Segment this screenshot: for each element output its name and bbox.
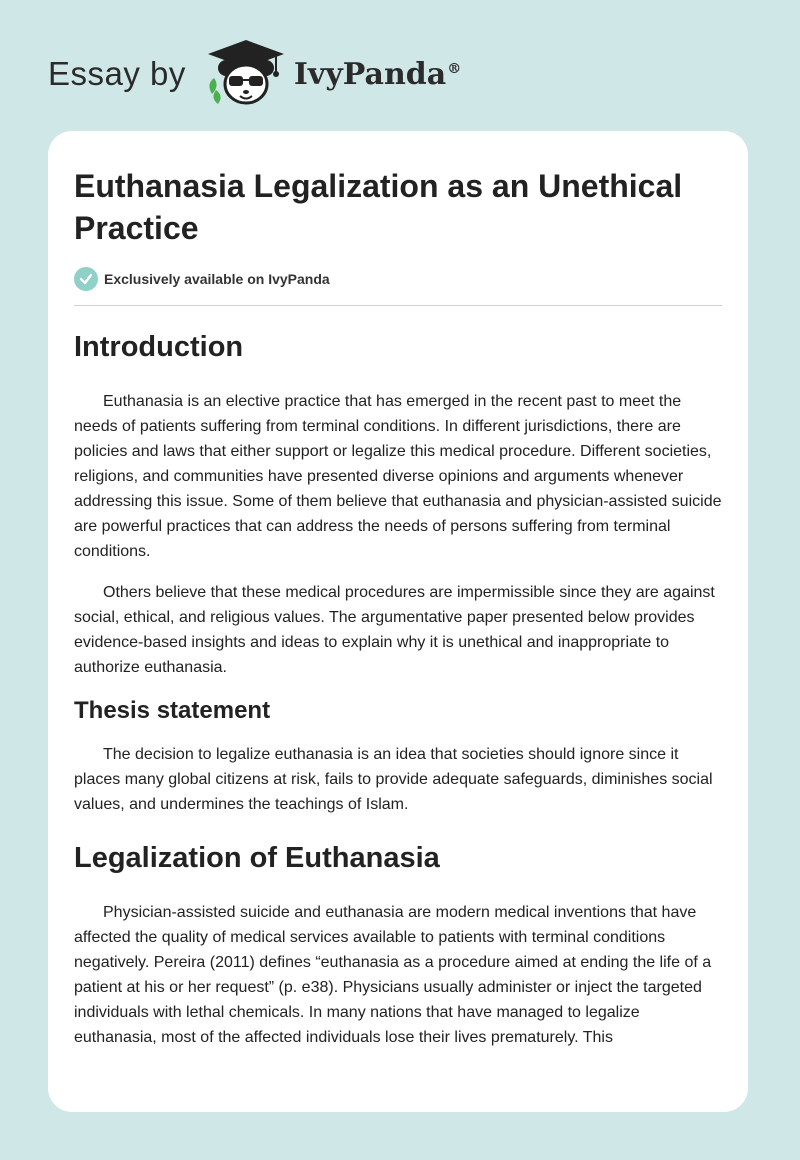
check-circle-icon xyxy=(74,267,98,291)
paragraph: Euthanasia is an elective practice that has emerged in the recent past to meet the needs of patients suffering from terminal conditions. In different jurisdictions, there are policies and laws that either support or legalize this medical procedure. Different societies, religions, and communities have presented diverse opinions and arguments whenever addressing this issue. Some of them believe that euthanasia and physician-assisted suicide are powerful practices that can address the needs of persons suffering from terminal conditions. xyxy=(74,393,722,560)
brand-header[interactable] xyxy=(48,34,461,114)
section-heading-thesis: Thesis statement xyxy=(74,697,271,724)
brand-name: IvyPanda® xyxy=(293,56,462,92)
paragraph: Others believe that these medical procedures are impermissible since they are against social, ethical, and religious values. The argumentative paper presented below provides evidence-based insights and ideas to explain why it is unethical and inappropriate to authorize euthanasia. xyxy=(74,584,715,676)
paragraph: Physician-assisted suicide and euthanasia are modern medical inventions that have affected the quality of medical services available to patients with terminal conditions negatively. Pereira (2011) defines “euthanasia as a procedure aimed at ending the life of a patient at his or her request” (p. e38). Physicians usually administer or inject the targeted individuals with lethal chemicals. In many nations that have managed to legalize euthanasia, most of the affected individuals lose their lives prematurely. This xyxy=(74,904,712,1046)
article-card xyxy=(48,131,748,1112)
brand-prefix: Essay by xyxy=(48,55,186,92)
badge-text: Exclusively available on IvyPanda xyxy=(104,271,330,287)
divider xyxy=(74,305,722,306)
paragraph: The decision to legalize euthanasia is an idea that societies should ignore since it places many global citizens at risk, fails to provide adequate safeguards, diminishes social values, and undermines the teachings of Islam. xyxy=(74,746,713,813)
section-heading-legalization: Legalization of Euthanasia xyxy=(74,842,440,874)
page-title: Euthanasia Legalization as an Unethical Practice xyxy=(74,168,683,246)
panda-graduate-icon xyxy=(204,38,288,110)
exclusive-badge xyxy=(74,267,722,291)
section-heading-introduction: Introduction xyxy=(74,331,244,363)
